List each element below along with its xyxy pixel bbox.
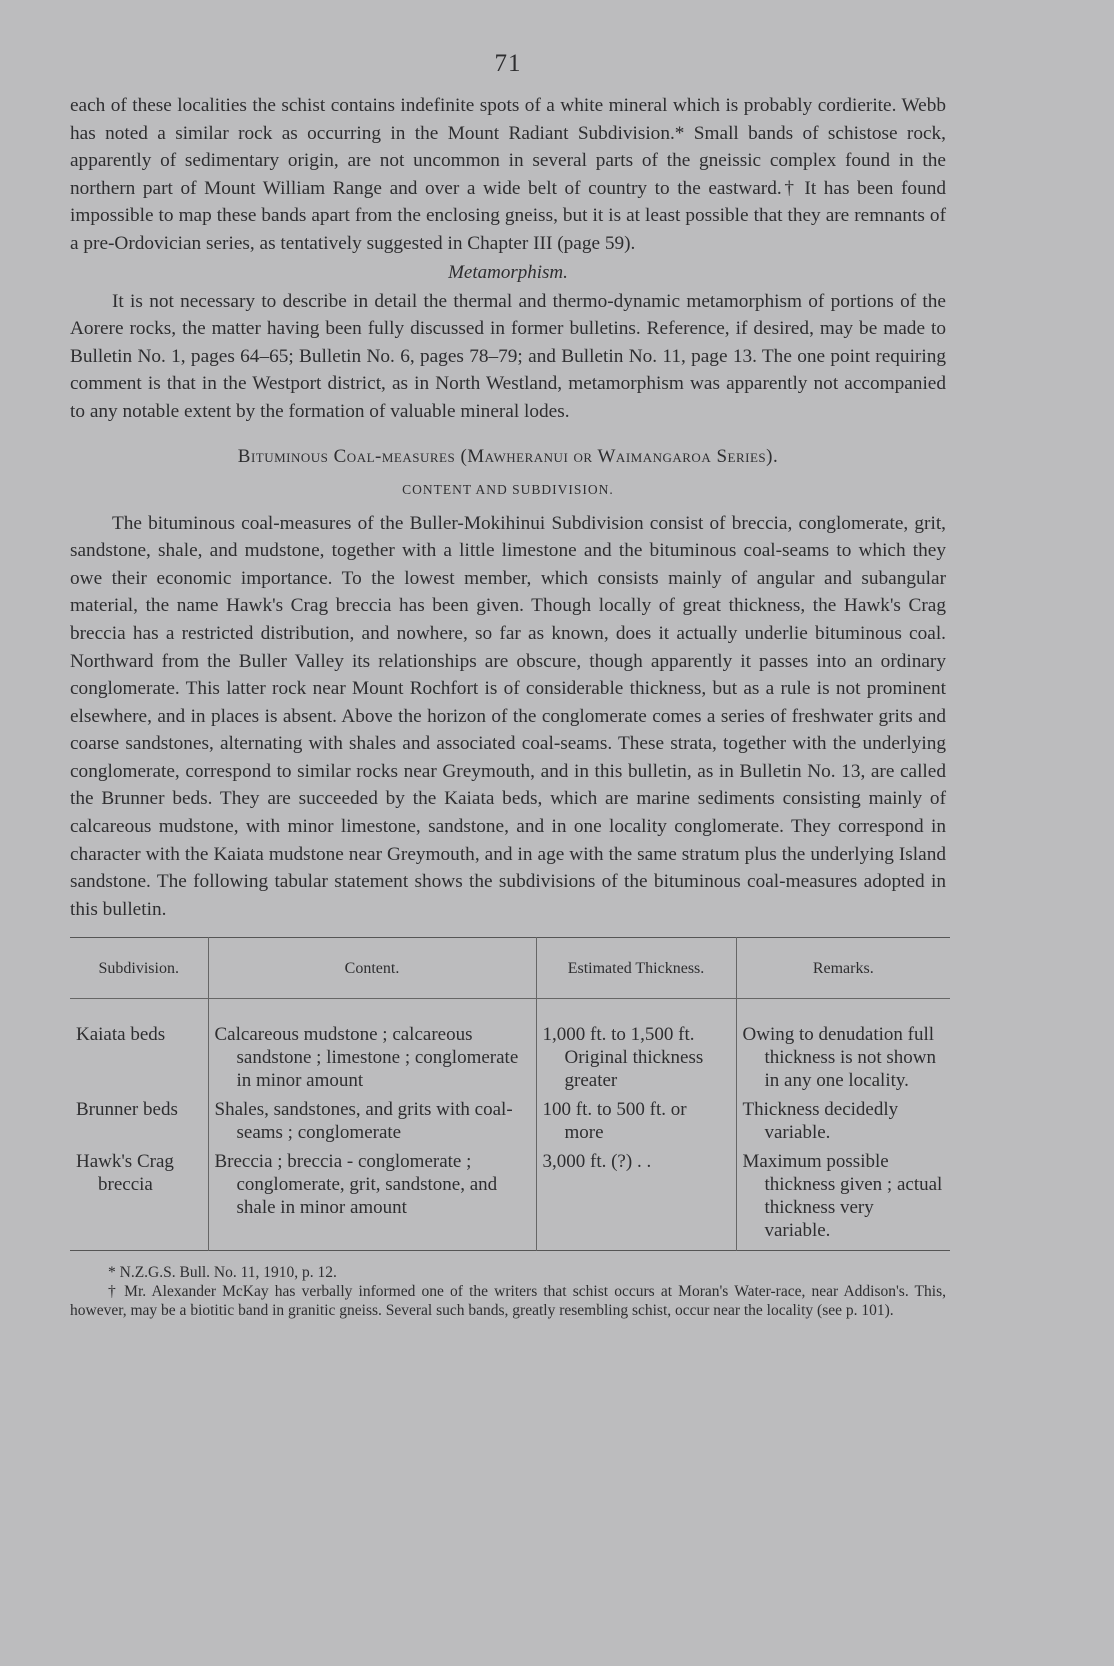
subsection-heading: CONTENT AND SUBDIVISION. xyxy=(402,481,614,497)
header-subdivision: Subdivision. xyxy=(70,938,208,999)
cell-thickness: 100 ft. to 500 ft. or more xyxy=(542,1099,687,1144)
cell-subdivision: Hawk's Crag breccia xyxy=(76,1151,174,1196)
document-page xyxy=(70,50,946,1320)
footnote-2: † Mr. Alexander McKay has verbally informed one of the writers that schist occurs at Moran's Water-race, near Addison's. This, however, may be a biotitic band in granitic gneiss. Several such bands, greatly resembling schist, occur near the locality (see p. 101). xyxy=(70,1283,946,1320)
table-header-row xyxy=(70,938,950,999)
footnote-1: * N.Z.G.S. Bull. No. 11, 1910, p. 12. xyxy=(108,1264,337,1282)
paragraph-metamorphism: It is not necessary to describe in detail the thermal and thermo-dynamic metamorphism of portions of the Aorere rocks, the matter having been fully discussed in former bulletins. Reference, if desired, may be made to Bulletin No. 1, pages 64–65; Bulletin No. 6, pages 78–79; and Bulletin No. 11, page 13. The one point requiring comment is that in the Westport district, as in North Westland, metamorphism was apparently not accompanied to any notable extent by the formation of valuable mineral lodes. xyxy=(70,290,946,422)
table-row xyxy=(70,999,950,1099)
cell-content: Calcareous mudstone ; calcareous sandstone ; limestone ; conglomerate in minor amount xyxy=(214,1024,519,1092)
table-row xyxy=(70,1098,950,1150)
header-content: Content. xyxy=(208,938,536,999)
cell-thickness: 1,000 ft. to 1,500 ft. Original thickness greater xyxy=(542,1024,704,1092)
cell-thickness: 3,000 ft. (?) . . xyxy=(542,1151,652,1173)
cell-remarks: Thickness decidedly variable. xyxy=(742,1099,899,1144)
cell-content: Breccia ; breccia - conglomerate ; conglomerate, grit, sandstone, and shale in minor amount xyxy=(214,1151,498,1219)
cell-remarks: Maximum possible thickness given ; actual thickness very variable. xyxy=(742,1151,943,1242)
table-row xyxy=(70,1150,950,1251)
header-remarks: Remarks. xyxy=(736,938,950,999)
heading-metamorphism: Metamorphism. xyxy=(448,261,568,283)
section-heading: Bituminous Coal-measures (Mawheranui or Waimangaroa Series). xyxy=(237,445,779,467)
header-thickness: Estimated Thickness. xyxy=(536,938,736,999)
paragraph-coal-measures: The bituminous coal-measures of the Buller-Mokihinui Subdivision consist of breccia, conglomerate, grit, sandstone, shale, and mudstone, together with a little limestone and the bituminous coal-seams to which they owe their economic importance. To the lowest member, which consists mainly of angular and subangular material, the name Hawk's Crag breccia has been given. Though locally of great thickness, the Hawk's Crag breccia has a restricted distribution, and nowhere, so far as known, does it actually underlie bituminous coal. Northward from the Buller Valley its relationships are obscure, though apparently it passes into an ordinary conglomerate. This latter rock near Mount Rochfort is of considerable thickness, but as a rule is not prominent elsewhere, and in places is absent. Above the horizon of the conglomerate comes a series of freshwater grits and coarse sandstones, alternating with shales and associated coal-seams. These strata, together with the underlying conglomerate, correspond to similar rocks near Greymouth, and in this bulletin, as in Bulletin No. 13, are called the Brunner beds. They are succeeded by the Kaiata beds, which are marine sediments consisting mainly of calcareous mudstone, with minor limestone, sandstone, and in one locality conglomerate. They correspond in character with the Kaiata mudstone near Greymouth, and in age with the same stratum plus the underlying Island sandstone. The following tabular statement shows the subdivisions of the bituminous coal-measures adopted in this bulletin. xyxy=(70,512,946,920)
cell-subdivision: Kaiata beds xyxy=(76,1024,166,1046)
page-number: 71 xyxy=(494,50,522,77)
cell-remarks: Owing to denudation full thickness is not shown in any one locality. xyxy=(742,1024,937,1092)
cell-subdivision: Brunner beds xyxy=(76,1099,178,1121)
paragraph-schist: each of these localities the schist contains indefinite spots of a white mineral which is probably cordierite. Webb has noted a similar rock as occurring in the Mount Radiant Subdivision.* Small bands of schistose rock, apparently of sedimentary origin, are not uncommon in several parts of the gneissic complex found in the northern part of Mount William Range and over a wide belt of country to the eastward.† It has been found impossible to map these bands apart from the enclosing gneiss, but it is at least possible that they are remnants of a pre-Ordovician series, as tentatively suggested in Chapter III (page 59). xyxy=(70,95,946,254)
footnotes xyxy=(70,1263,946,1320)
subdivision-table xyxy=(70,937,950,1251)
cell-content: Shales, sandstones, and grits with coal-seams ; conglomerate xyxy=(214,1099,513,1144)
